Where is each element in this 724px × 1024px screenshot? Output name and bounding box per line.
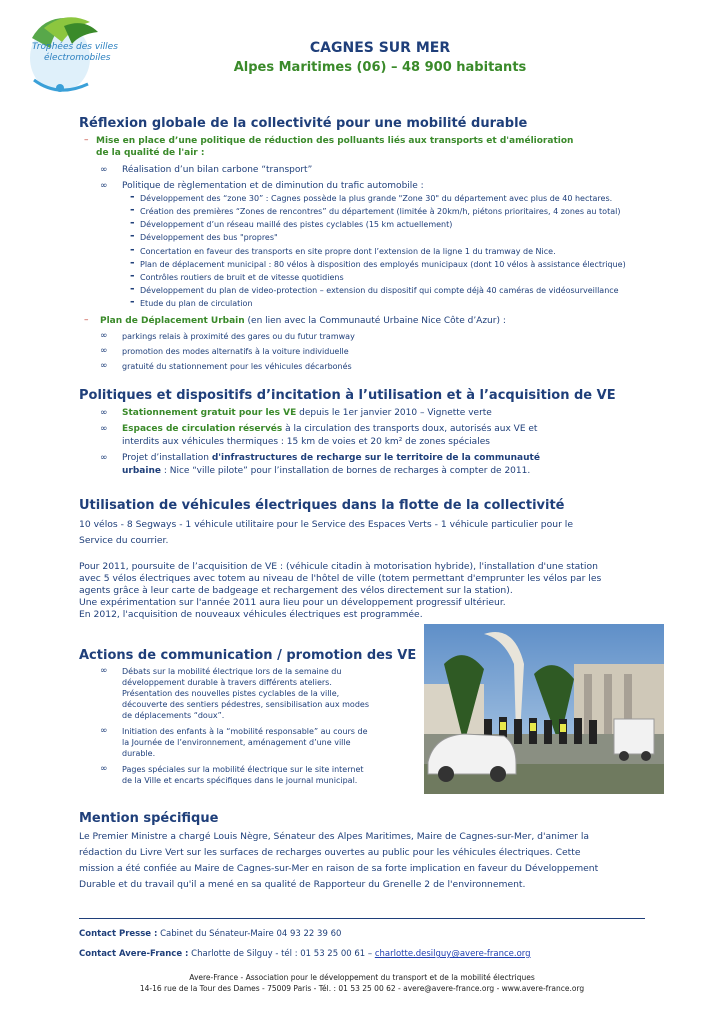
divider <box>79 918 645 919</box>
infinity-bullet-icon: ∞ <box>100 408 108 418</box>
infinity-bullet-icon: ∞ <box>100 424 108 434</box>
logo-line2: électromobiles <box>44 53 111 63</box>
charging-intro: Projet d’installation <box>122 453 212 463</box>
group-photo-ev <box>424 624 664 794</box>
s1-sub-item: Développement des bus "propres" <box>140 233 278 242</box>
fleet-p2: avec 5 vélos électriques avec totem au niveau de l'hôtel de ville (totem permettant d'emprunter les vélos par les <box>79 573 602 584</box>
comm-b1-line: de déplacements “doux”. <box>122 711 225 720</box>
fleet-line1: 10 vélos - 8 Segways - 1 véhicule utilitaire pour le Service des Espaces Verts - 1 véhicule particulier pour le <box>79 519 573 530</box>
free-parking-label: Stationnement gratuit pour les VE <box>122 408 297 418</box>
s1-sub-item: Développement d’un réseau maillé des pistes cyclables (15 km actuellement) <box>140 220 453 229</box>
fleet-p5: En 2012, l'acquisition de nouveaux véhicules électriques est programmée. <box>79 609 423 620</box>
reserved-lanes-label: Espaces de circulation réservés <box>122 424 283 434</box>
dash-marker: – <box>84 315 89 325</box>
press-contact <box>79 929 341 939</box>
s1-item2-sub: gratuité du stationnement pour les véhicules décarbonés <box>122 362 352 371</box>
hyphen-marker: - <box>130 243 135 256</box>
s1-item1-line2: de la qualité de l'air : <box>96 148 205 158</box>
s2-item3 <box>122 453 540 464</box>
infinity-bullet-icon: ∞ <box>100 165 108 175</box>
reserved-lanes-rest: à la circulation des transports doux, autorisés aux VE et <box>282 424 538 434</box>
infinity-bullet-icon: ∞ <box>100 726 108 736</box>
infinity-bullet-icon: ∞ <box>100 764 108 774</box>
infinity-bullet-icon: ∞ <box>100 666 108 676</box>
infinity-bullet-icon: ∞ <box>100 181 108 191</box>
s1-item1-line1: Mise en place d’une politique de réduction des polluants liés aux transports et d'amélioration <box>96 136 574 146</box>
s1-item2-sub: promotion des modes alternatifs à la voiture individuelle <box>122 347 349 356</box>
s1-bullet1: Réalisation d’un bilan carbone “transport” <box>122 165 313 175</box>
mention-line: Durable et du travail qu'il a mené en sa qualité de Rapporteur du Grenelle 2 de l'environnement. <box>79 879 526 890</box>
s2-item2-line2: interdits aux véhicules thermiques : 15 km de voies et 20 km² de zones spéciales <box>122 437 490 447</box>
section2-title: Politiques et dispositifs d’incitation à l’utilisation et à l’acquisition de VE <box>79 388 616 403</box>
hyphen-marker: - <box>130 216 135 229</box>
charging-rest: : Nice “ville pilote” pour l’installation de bornes de recharges à compter de 2011. <box>160 466 531 476</box>
s2-item2 <box>122 424 537 435</box>
s1-bullet2: Politique de règlementation et de diminution du trafic automobile : <box>122 181 424 191</box>
hyphen-marker: - <box>130 282 135 295</box>
press-label: Contact Presse : <box>79 929 158 939</box>
infinity-bullet-icon: ∞ <box>100 331 108 341</box>
fleet-line2: Service du courrier. <box>79 535 169 546</box>
section3-title: Utilisation de véhicules électriques dans la flotte de la collectivité <box>79 498 565 513</box>
hyphen-marker: - <box>130 295 135 308</box>
avere-contact <box>79 949 531 959</box>
s2-item3-line2 <box>122 466 530 477</box>
s1-sub-item: Développement du plan de video-protection – extension du dispositif qui compte déjà 40 caméras de vidéosurveillance <box>140 286 619 295</box>
s1-sub-item: Plan de déplacement municipal : 80 vélos à disposition des employés municipaux (dont 10 vélos à assistance électrique) <box>140 260 626 269</box>
city-title: CAGNES SUR MER <box>309 40 451 56</box>
s1-sub-item: Contrôles routiers de bruit et de vitesse quotidiens <box>140 273 344 282</box>
s1-sub-item: Etude du plan de circulation <box>140 299 253 308</box>
press-value: Cabinet du Sénateur-Maire 04 93 22 39 60 <box>157 929 342 939</box>
comm-b1-line: Présentation des nouvelles pistes cyclables de la ville, <box>122 689 340 698</box>
s2-item1 <box>122 408 492 419</box>
comm-b1-line: développement durable à travers différents ateliers. <box>122 678 332 687</box>
infinity-bullet-icon: ∞ <box>100 361 108 371</box>
footer-line2: 14-16 rue de la Tour des Dames - 75009 Paris - Tél. : 01 53 25 00 62 - avere@avere-france.org - www.avere-france.org <box>139 984 585 993</box>
fleet-p3: agents grâce à leur carte de badgeage et rechargement des vélos directement sur la station). <box>79 585 513 596</box>
hyphen-marker: - <box>130 229 135 242</box>
mention-line: rédaction du Livre Vert sur les surfaces de recharges ouvertes au public pour les véhicules électriques. Cette <box>79 847 581 858</box>
charging-bold: d'infrastructures de recharge sur le territoire de la communauté <box>211 453 540 463</box>
hyphen-marker: - <box>130 256 135 269</box>
comm-b3-line: Pages spéciales sur la mobilité électrique sur le site internet <box>122 765 364 774</box>
comm-b2-line: Initiation des enfants à la “mobilité responsable” au cours de <box>122 727 368 736</box>
avere-value: Charlotte de Silguy - tél : 01 53 25 00 61 – <box>188 949 375 959</box>
section1-title: Réflexion globale de la collectivité pour une mobilité durable <box>79 116 528 131</box>
s1-sub-item: Concertation en faveur des transports en site propre dont l’extension de la ligne 1 du tramway de Nice. <box>140 247 556 256</box>
comm-b1-line: découverte des sentiers pédestres, sensibilisation aux modes <box>122 700 369 709</box>
trophy-logo <box>14 8 132 98</box>
section4-title: Actions de communication / promotion des VE <box>79 648 417 663</box>
avere-label: Contact Avere-France : <box>79 949 189 959</box>
footer-line1: Avere-France - Association pour le développement du transport et de la mobilité électriques <box>189 973 535 982</box>
fleet-p1: Pour 2011, poursuite de l’acquisition de VE : (véhicule citadin à motorisation hybride), l'installation d'une station <box>79 561 598 572</box>
hyphen-marker: - <box>130 269 135 282</box>
email-link[interactable]: charlotte.desilguy@avere-france.org <box>374 949 531 959</box>
s1-item2-sub: parkings relais à proximité des gares ou du futur tramway <box>122 332 355 341</box>
logo-line1: Trophées des villes <box>32 42 118 52</box>
comm-b1-line: Débats sur la mobilité électrique lors de la semaine du <box>122 667 342 676</box>
s1-item2 <box>100 316 506 327</box>
department-subtitle: Alpes Maritimes (06) – 48 900 habitants <box>233 60 527 75</box>
mention-line: mission a été confiée au Maire de Cagnes-sur-Mer en raison de sa forte implication en faveur du Développement <box>79 863 599 874</box>
comm-b3-line: de la Ville et encarts spécifiques dans le journal municipal. <box>122 776 358 785</box>
infinity-bullet-icon: ∞ <box>100 346 108 356</box>
comm-b2-line: la Journée de l’environnement, aménagement d’une ville <box>122 738 351 747</box>
free-parking-rest: depuis le 1er janvier 2010 – Vignette verte <box>296 408 492 418</box>
charging-bold2: urbaine <box>122 466 161 476</box>
s1-sub-item: Création des premières “Zones de rencontres” du département (limitée à 20km/h, piétons prioritaires, 4 zones au total) <box>140 207 621 216</box>
section5-title: Mention spécifique <box>79 811 219 826</box>
infinity-bullet-icon: ∞ <box>100 453 108 463</box>
comm-b2-line: durable. <box>122 749 156 758</box>
s1-sub-item: Développement des “zone 30” : Cagnes possède la plus grande "Zone 30" du département avec plus de 40 hectares. <box>140 194 613 203</box>
fleet-p4: Une expérimentation sur l'année 2011 aura lieu pour un développement progressif ultérieur. <box>79 597 506 608</box>
hyphen-marker: - <box>130 203 135 216</box>
pdu-label: Plan de Déplacement Urbain <box>100 316 245 326</box>
mention-line: Le Premier Ministre a chargé Louis Nègre, Sénateur des Alpes Maritimes, Maire de Cagnes-sur-Mer, d'animer la <box>79 831 590 842</box>
dash-marker: – <box>84 135 89 145</box>
hyphen-marker: - <box>130 190 135 203</box>
pdu-rest: (en lien avec la Communauté Urbaine Nice Côte d’Azur) : <box>244 316 506 326</box>
